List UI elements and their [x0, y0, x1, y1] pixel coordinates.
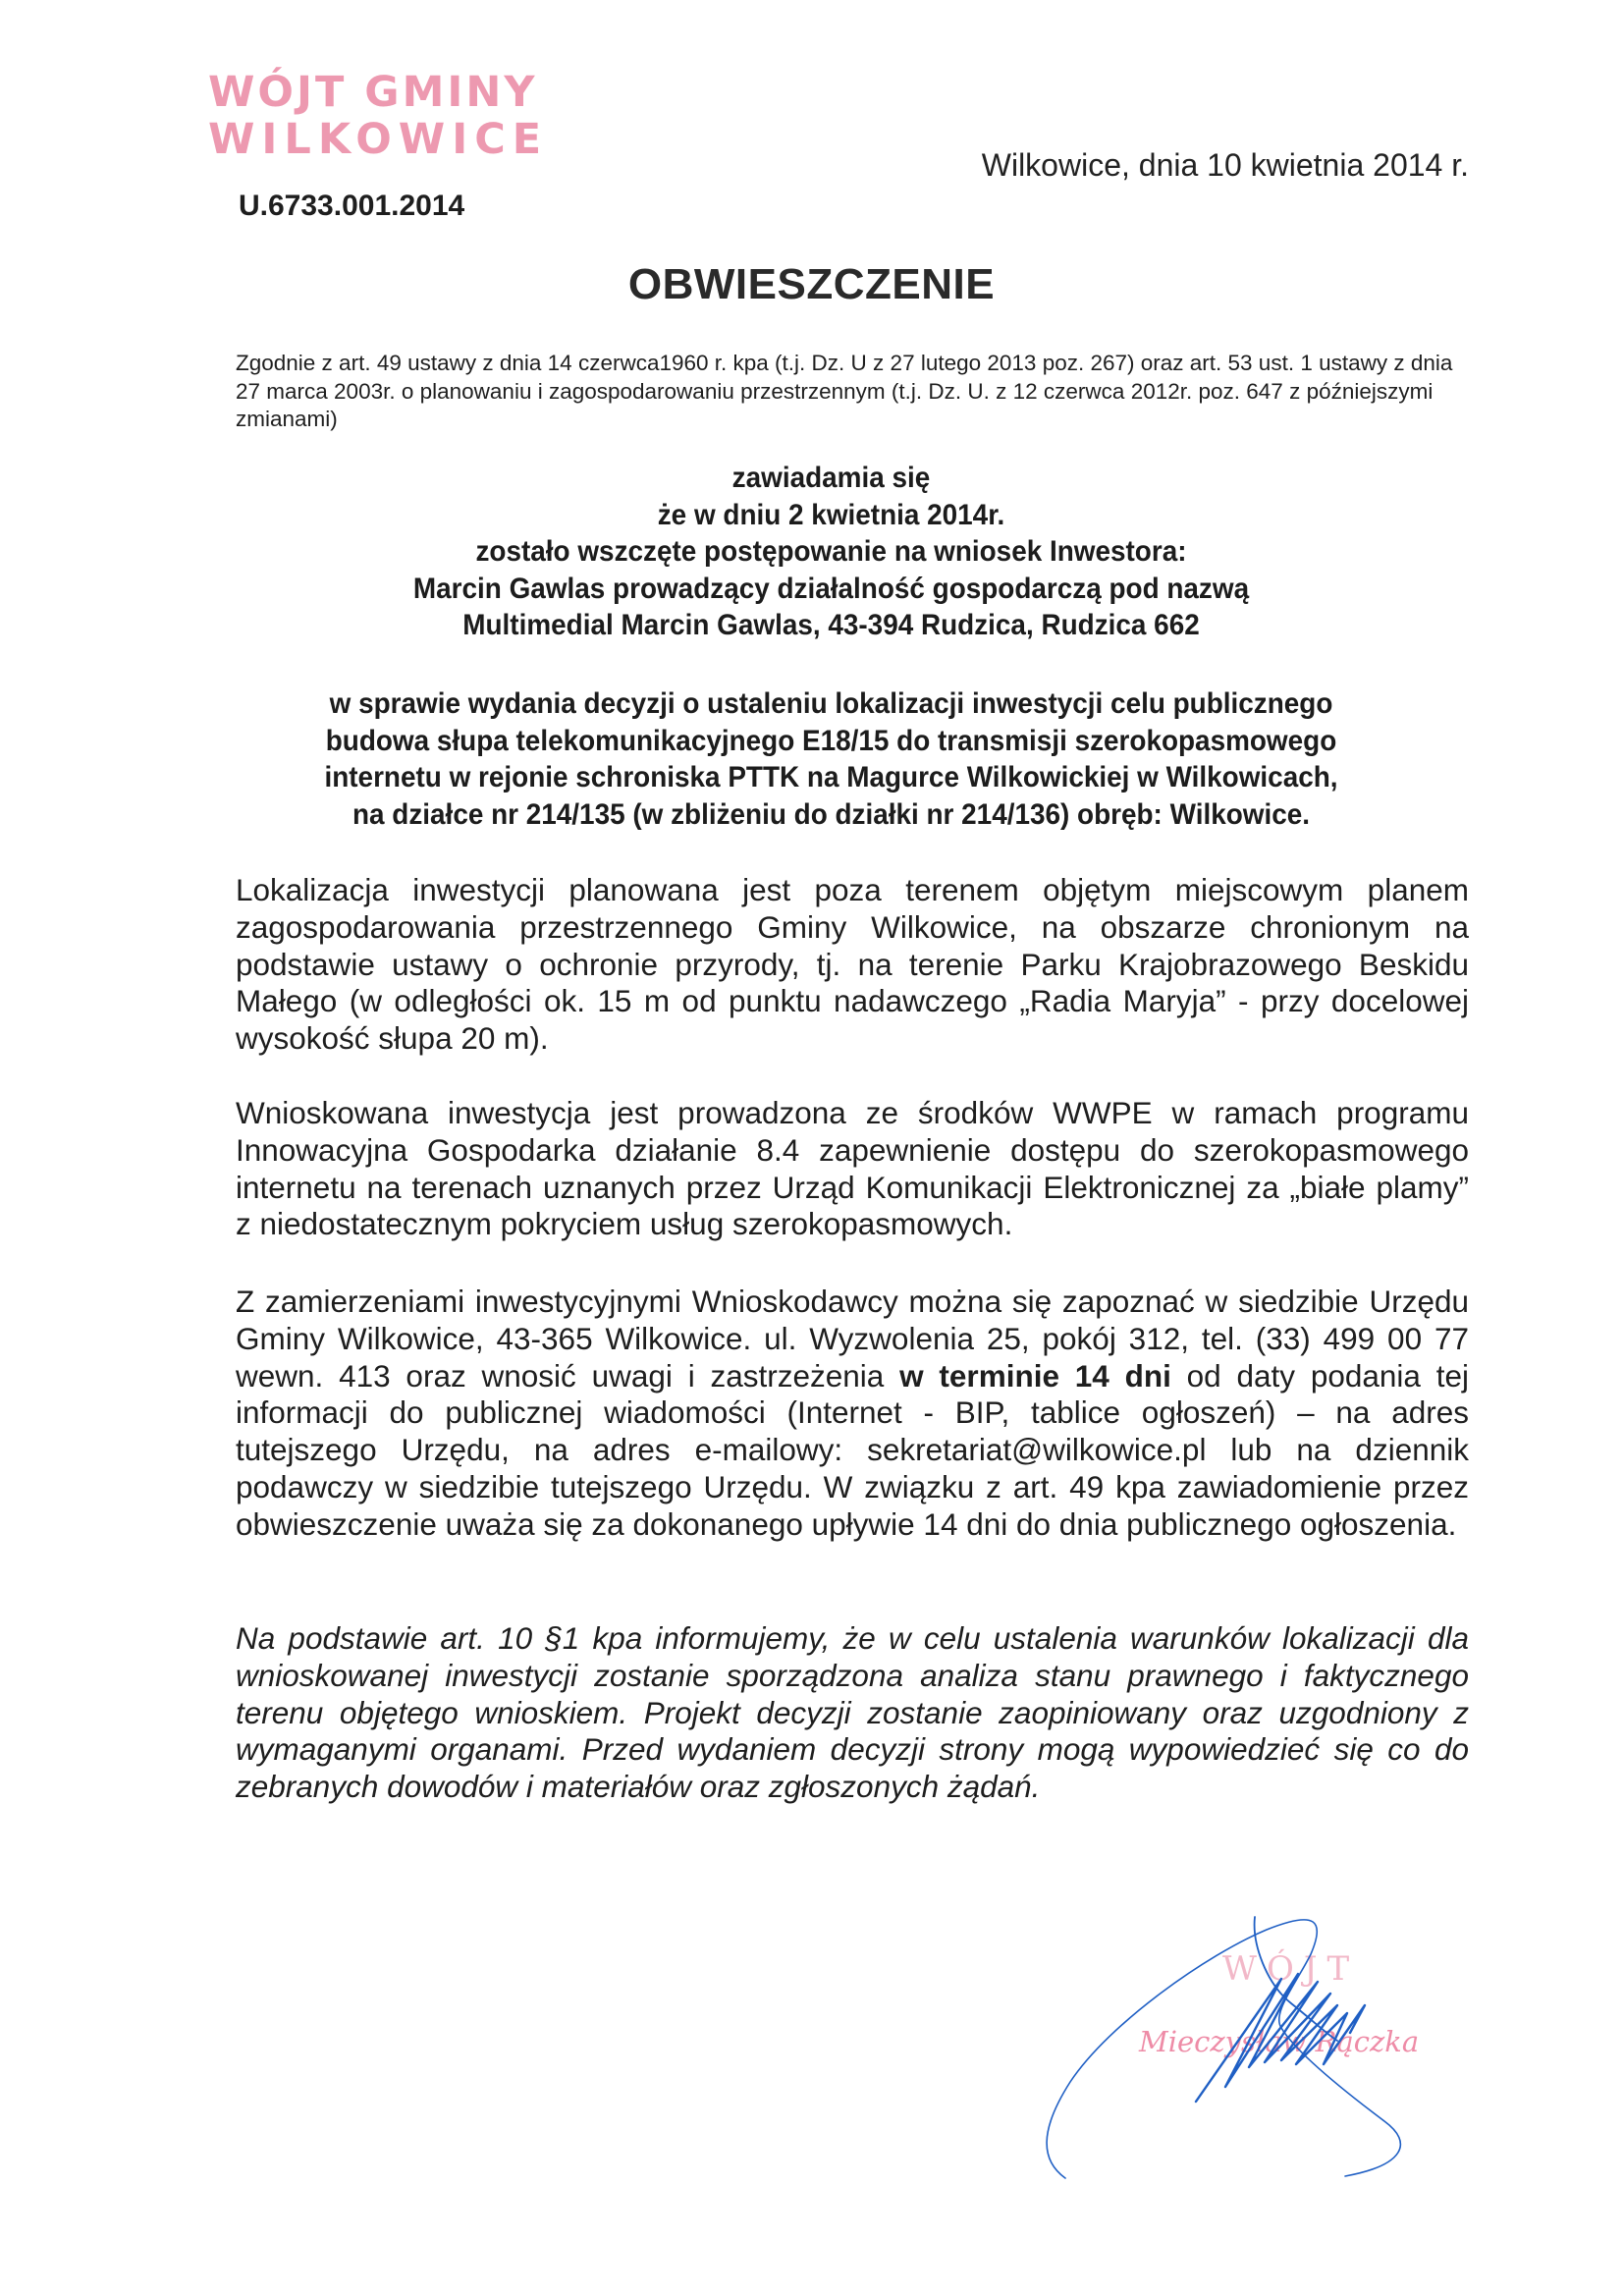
place-and-date: Wilkowice, dnia 10 kwietnia 2014 r. [981, 147, 1469, 183]
subject-block [241, 685, 1421, 833]
paragraph-procedure: Na podstawie art. 10 §1 kpa informujemy, że w celu ustalenia warunków lokalizacji dla wnioskowanej inwestycji zostanie sporządzona analiza stanu prawnego i faktycznego terenu objętego wnioskiem. Projekt decyzji zostanie zaopiniowany oraz uzgodniony z wymaganymi organami. Przed wydaniem decyzji strony mogą wypowiedzieć się co do zebranych dowodów i materiałów oraz zgłoszonych żądań. [236, 1620, 1469, 1805]
notice-block [241, 460, 1421, 644]
document-title: OBWIESZCZENIE [627, 260, 996, 308]
deadline-emphasis: w terminie 14 dni [899, 1357, 1171, 1394]
signature-strokes [1047, 1917, 1400, 2178]
case-number: U.6733.001.2014 [239, 190, 465, 222]
signature-stamp-name: Mieczysław Rączka [1139, 2025, 1420, 2058]
signature-block [1031, 1886, 1473, 2180]
inspection-text: Z zamierzeniami inwestycyjnymi Wnioskodawcy można się zapoznać w siedzibie Urzędu Gminy Wilkowice, 43-365 Wilkowice. ul. Wyzwolenia 25, pokój 312, tel. (33) 499 00 77 wewn. 413 oraz wnosić uwagi i zastrzeżenia [236, 1284, 1469, 1394]
paragraph-inspection [236, 1284, 1469, 1544]
signature-loop [1047, 1920, 1400, 2178]
inspection-text-continued: od daty podania tej informacji do publicznej wiadomości (Internet - BIP, tablice ogłoszeń) – na adres tutejszego Urzędu, na adres e-mailowy: sekretariat@wilkowice.pl lub na dziennik podawczy w siedzibie tutejszego Urzędu. W związku z art. 49 kpa zawiadomienie przez obwieszczenie uważa się za dokonanego upływie 14 dni do dnia publicznego ogłoszenia. [236, 1357, 1469, 1542]
subject-line: na działce nr 214/135 (w zbliżeniu do działki nr 214/136) obręb: Wilkowice. [352, 797, 1310, 831]
notice-line: Multimedial Marcin Gawlas, 43-394 Rudzica, Rudzica 662 [462, 609, 1200, 641]
paragraph-funding: Wnioskowana inwestycja jest prowadzona ze środków WWPE w ramach programu Innowacyjna Gospodarka działanie 8.4 zapewnienie dostępu do szerokopasmowego internetu na terenach uznanych przez Urząd Komunikacji Elektronicznej za „białe plamy” z niedostatecznym pokryciem usług szerokopasmowych. [236, 1095, 1469, 1242]
office-stamp-line-1: WÓJT GMINY [208, 68, 538, 117]
subject-line: budowa słupa telekomunikacyjnego E18/15 do transmisji szerokopasmowego [325, 724, 1337, 757]
handwritten-signature [1031, 1886, 1473, 2180]
notice-line: zostało wszczęte postępowanie na wniosek Inwestora: [475, 535, 1187, 568]
notice-line: że w dniu 2 kwietnia 2014r. [657, 498, 1005, 531]
office-stamp [208, 69, 548, 163]
notice-line: zawiadamia się [731, 462, 931, 494]
paragraph-location: Lokalizacja inwestycji planowana jest poza terenem objętym miejscowym planem zagospodarowania przestrzennego Gminy Wilkowice, na obszarze chronionym na podstawie ustawy o ochronie przyrody, tj. na terenie Parku Krajobrazowego Beskidu Małego (w odległości ok. 15 m od punktu nadawczego „Radia Maryja” - przy docelowej wysokość słupa 20 m). [236, 872, 1469, 1057]
office-stamp-line-2: WILKOWICE [208, 115, 549, 164]
signature-stamp-role: WÓJT [1222, 1949, 1360, 1989]
notice-line: Marcin Gawlas prowadzący działalność gospodarczą pod nazwą [412, 572, 1250, 605]
legal-basis: Zgodnie z art. 49 ustawy z dnia 14 czerwca1960 r. kpa (t.j. Dz. U z 27 lutego 2013 poz. 267) oraz art. 53 ust. 1 ustawy z dnia 27 marca 2003r. o planowaniu i zagospodarowaniu przestrzennym (t.j. Dz. U. z 12 czerwca 2012r. poz. 647 z późniejszymi zmianami) [236, 351, 1453, 431]
subject-line: internetu w rejonie schroniska PTTK na Magurce Wilkowickiej w Wilkowicach, [324, 761, 1338, 793]
subject-line: w sprawie wydania decyzji o ustaleniu lokalizacji inwestycji celu publicznego [329, 687, 1333, 720]
